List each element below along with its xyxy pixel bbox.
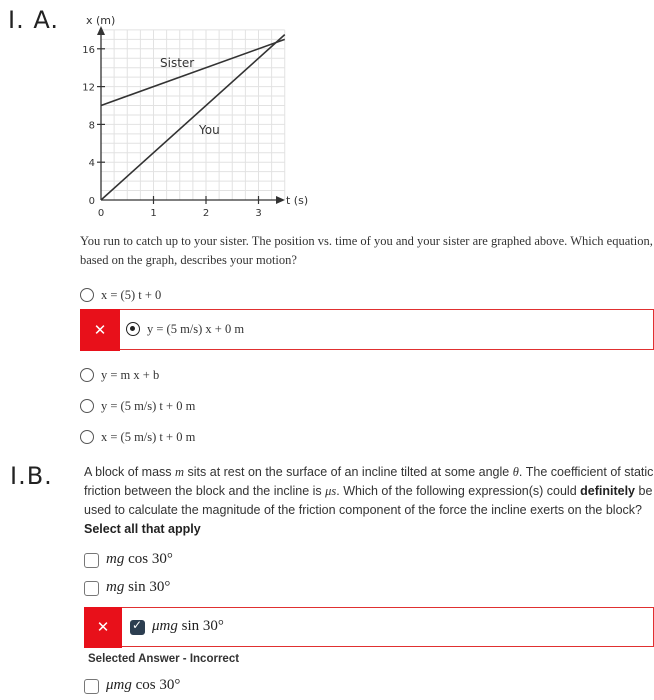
option-3-radio[interactable] <box>80 368 94 382</box>
option-4-radio[interactable] <box>80 399 94 413</box>
q2-option-3-checkbox[interactable] <box>130 620 145 635</box>
q2-part-5: be used to calculate the magnitude of the friction component of the force the incline exerts on the block? <box>84 484 653 517</box>
q2-option-4-math: μmg <box>106 677 132 693</box>
x-tick-label: 1 <box>150 208 157 219</box>
q2-option-2-math: mg <box>106 579 125 595</box>
q2-option-2-expression[interactable] <box>106 579 170 596</box>
position-time-graph <box>78 10 318 222</box>
select-all-instruction: Select all that apply <box>84 522 201 536</box>
x-tick-label: 0 <box>97 208 105 219</box>
q2-option-3-wrong-row <box>84 607 654 647</box>
x-axis-label: t (s) <box>286 194 309 207</box>
incorrect-x-icon: ✕ <box>80 309 120 351</box>
option-2-radio[interactable] <box>126 322 140 336</box>
q2-part-4: . Which of the following expression(s) could <box>336 484 581 498</box>
q2-option-4-expression[interactable] <box>106 677 180 694</box>
q2-part-2: sits at rest on the surface of an incline tilted at some angle <box>184 465 513 479</box>
question-1-prompt: You run to catch up to your sister. The position vs. time of you and your sister are graphed above. Which equation, based on the graph, describes your motion? <box>80 234 653 267</box>
y-tick-label: 12 <box>82 82 95 94</box>
x-tick-label: 2 <box>202 208 210 219</box>
q2-option-1-math: mg <box>106 551 125 567</box>
y-tick-label: 16 <box>82 44 95 56</box>
q2-option-3-expression[interactable] <box>152 618 224 635</box>
mu-s-symbol: μs <box>325 484 337 498</box>
answer-status-text: Selected Answer - Incorrect <box>88 653 240 665</box>
q2-option-2-fn: sin 30° <box>128 579 171 595</box>
x-axis-arrow <box>276 196 285 204</box>
q2-option-1-checkbox[interactable] <box>84 553 99 568</box>
q2-option-4-checkbox[interactable] <box>84 679 99 694</box>
q2-part-1: A block of mass <box>84 465 176 479</box>
option-4-text[interactable]: y = (5 m/s) t + 0 m <box>101 399 196 413</box>
y-axis-arrow <box>97 26 105 35</box>
question-2-prompt <box>84 463 654 539</box>
q2-option-4-fn: cos 30° <box>135 677 181 693</box>
q2-option-3-math: μmg <box>152 618 178 634</box>
y-axis-label: x (m) <box>86 14 116 27</box>
you-line-label: You <box>199 123 220 137</box>
option-2-text[interactable]: y = (5 m/s) x + 0 m <box>147 322 245 336</box>
theta-symbol: θ <box>512 465 519 479</box>
option-2-wrong-row <box>80 309 654 350</box>
q2-option-1-fn: cos 30° <box>128 551 173 567</box>
question-1b-label: I.B. <box>10 462 53 490</box>
q2-part-3: . The coefficient of static friction between the block and the incline is <box>84 465 654 498</box>
option-1-text[interactable]: x = (5) t + 0 <box>101 288 162 302</box>
incorrect-x-icon-2: ✕ <box>84 607 122 648</box>
definitely-emphasis: definitely <box>580 484 636 498</box>
q2-option-2-checkbox[interactable] <box>84 581 99 596</box>
option-1-radio[interactable] <box>80 288 94 302</box>
question-1a-label: I. A. <box>8 6 59 34</box>
y-tick-label: 0 <box>88 196 95 207</box>
option-5-text[interactable]: x = (5 m/s) t + 0 m <box>101 430 196 444</box>
sister-line-label: Sister <box>160 56 195 70</box>
option-3-text[interactable]: y = m x + b <box>101 368 160 382</box>
option-5-radio[interactable] <box>80 430 94 444</box>
q2-option-3-fn: sin 30° <box>181 618 224 634</box>
q2-option-1-expression[interactable] <box>106 551 173 568</box>
y-tick-label: 4 <box>88 158 95 170</box>
y-tick-label: 8 <box>88 120 95 132</box>
mass-symbol: m <box>175 465 185 479</box>
x-tick-label: 3 <box>255 208 262 219</box>
